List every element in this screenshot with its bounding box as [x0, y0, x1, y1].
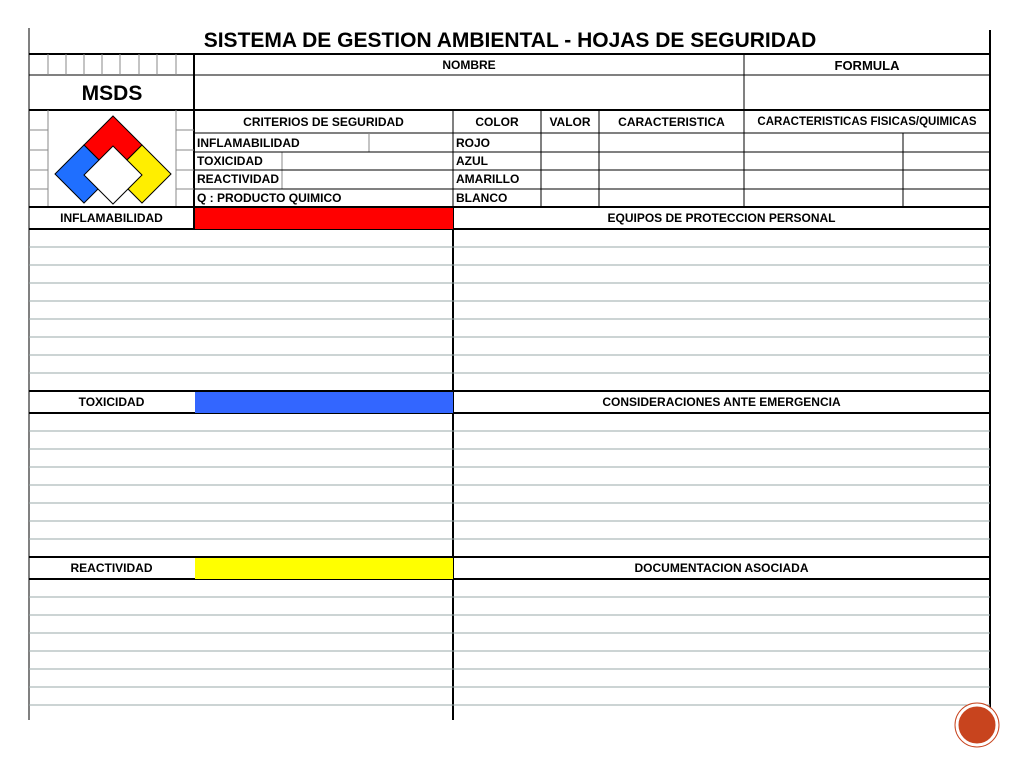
- msds-label: MSDS: [81, 82, 143, 105]
- documentacion-asociada-header: DOCUMENTACION ASOCIADA: [634, 561, 809, 575]
- section-label-inflamabilidad: INFLAMABILIDAD: [60, 211, 163, 225]
- toxicidad-color-bar: [195, 392, 453, 413]
- criterios-header: CRITERIOS DE SEGURIDAD: [243, 115, 404, 129]
- criterio-label: Q : PRODUCTO QUIMICO: [197, 191, 342, 205]
- color-value: AZUL: [456, 154, 488, 168]
- criterio-label: INFLAMABILIDAD: [197, 136, 300, 150]
- nombre-header: NOMBRE: [442, 58, 496, 72]
- section-label-reactividad: REACTIVIDAD: [70, 561, 153, 575]
- criterio-label: TOXICIDAD: [197, 154, 263, 168]
- circle-ornament-icon: [954, 702, 1000, 748]
- formula-header: FORMULA: [834, 58, 900, 73]
- nfpa-diamond-icon: [50, 112, 176, 206]
- equipos-proteccion-header: EQUIPOS DE PROTECCION PERSONAL: [607, 211, 836, 225]
- nombre-field[interactable]: [195, 76, 743, 109]
- document-title: SISTEMA DE GESTION AMBIENTAL - HOJAS DE SEGURIDAD: [203, 29, 817, 52]
- consideraciones-emergencia-header: CONSIDERACIONES ANTE EMERGENCIA: [602, 395, 841, 409]
- criterio-label: REACTIVIDAD: [197, 172, 280, 186]
- valor-header: VALOR: [549, 115, 591, 129]
- color-header: COLOR: [475, 115, 519, 129]
- section-label-toxicidad: TOXICIDAD: [78, 395, 145, 409]
- caracteristica-header: CARACTERISTICA: [618, 115, 725, 129]
- formula-field[interactable]: [745, 76, 989, 109]
- color-value: AMARILLO: [456, 172, 520, 186]
- color-value: ROJO: [456, 136, 491, 150]
- color-value: BLANCO: [456, 191, 508, 205]
- inflamabilidad-color-bar: [195, 208, 453, 229]
- fisicas-header: CARACTERISTICAS FISICAS/QUIMICAS: [757, 116, 977, 128]
- reactividad-color-bar: [195, 558, 453, 579]
